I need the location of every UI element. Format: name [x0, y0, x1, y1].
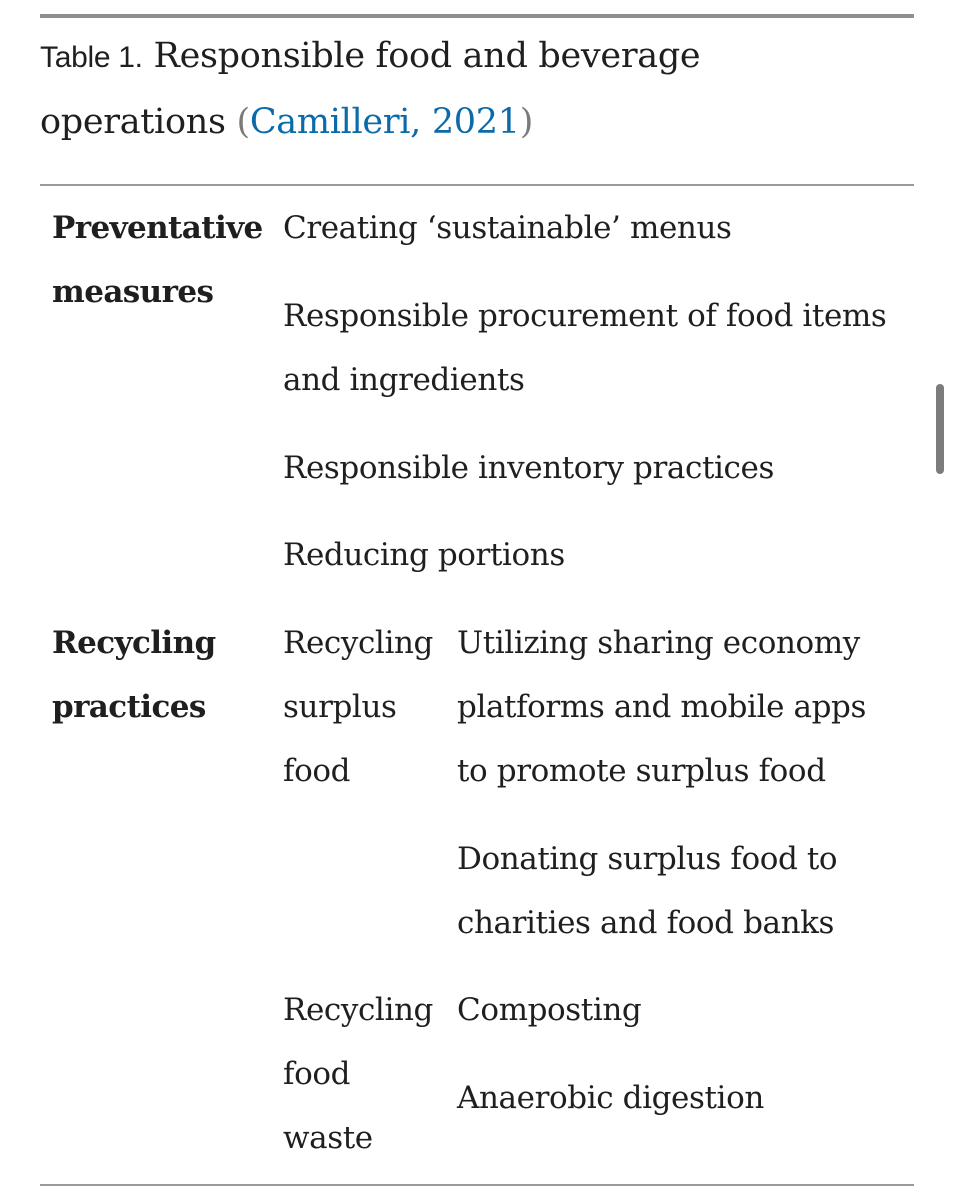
table-cell: Creating ‘sustainable’ menus	[283, 210, 732, 246]
section-heading-preventative-line2: measures	[52, 274, 214, 310]
subgroup-label-waste: waste	[283, 1120, 373, 1156]
table-cell: platforms and mobile apps	[457, 689, 866, 725]
subgroup-label-waste: food	[283, 1056, 351, 1092]
bottom-rule	[40, 1184, 914, 1186]
citation-link[interactable]: Camilleri, 2021	[249, 102, 520, 142]
close-paren: )	[519, 102, 534, 142]
subgroup-label-surplus: surplus	[283, 689, 397, 725]
section-heading-recycling: Recycling	[52, 625, 216, 661]
table-cell: Reducing portions	[283, 537, 565, 573]
table-caption	[40, 24, 914, 154]
section-heading-preventative: Preventative	[52, 210, 263, 246]
table-label: Table 1.	[40, 41, 143, 74]
table-cell: Utilizing sharing economy	[457, 625, 860, 661]
table-title-line2: operations	[40, 102, 226, 142]
header-rule	[40, 184, 914, 186]
table-title-line1: Responsible food and beverage	[153, 36, 701, 76]
table-cell: Responsible inventory practices	[283, 450, 774, 486]
subgroup-label-surplus: food	[283, 753, 351, 789]
table-cell: Responsible procurement of food items	[283, 298, 887, 334]
table-cell: Composting	[457, 992, 642, 1028]
subgroup-label-waste: Recycling	[283, 992, 433, 1028]
open-paren: (	[236, 102, 250, 142]
top-rule	[40, 14, 914, 18]
table-cell: charities and food banks	[457, 905, 835, 941]
table-cell: to promote surplus food	[457, 753, 826, 789]
subgroup-label-surplus: Recycling	[283, 625, 433, 661]
section-heading-recycling-line2: practices	[52, 689, 206, 725]
table-cell: Anaerobic digestion	[457, 1080, 764, 1116]
scrollbar-thumb[interactable]	[936, 384, 944, 474]
table-cell: Donating surplus food to	[457, 841, 838, 877]
table-cell: and ingredients	[283, 362, 525, 398]
